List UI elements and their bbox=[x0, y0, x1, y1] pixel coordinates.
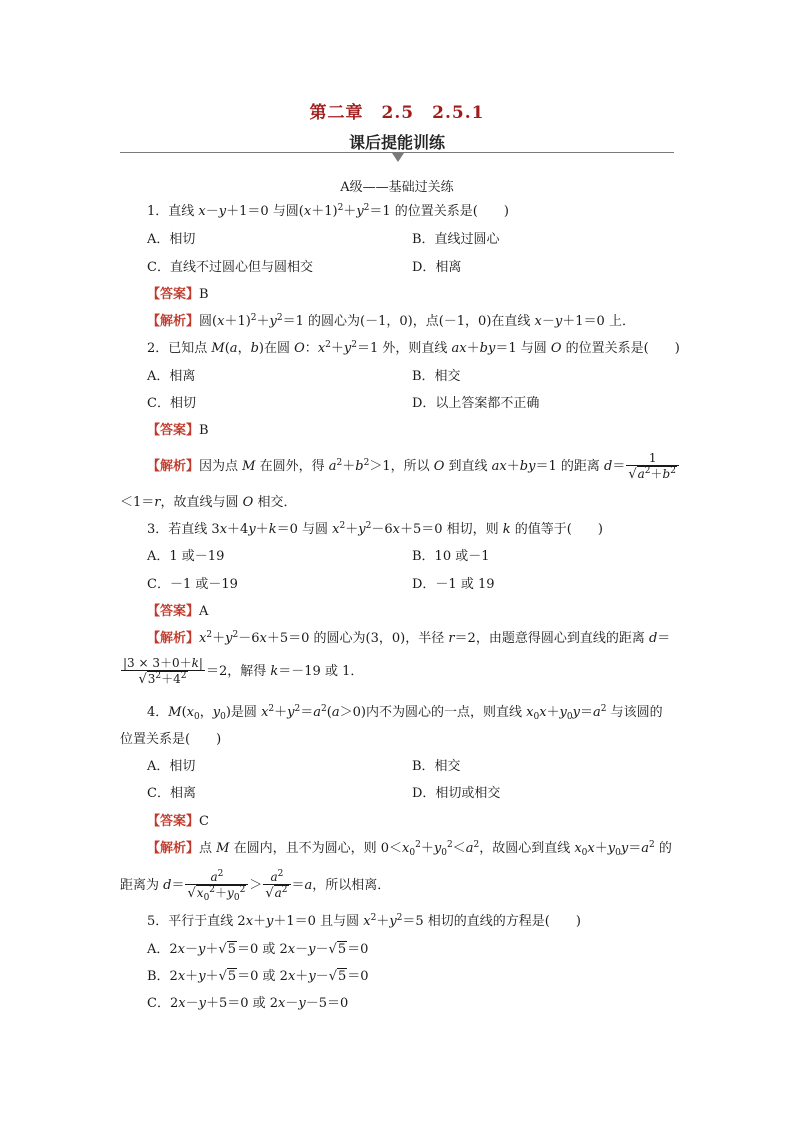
q3-option-d: D．－1 或 19 bbox=[412, 577, 495, 592]
q3-analysis-cont: $\frac{|3 \times 3+0+k|}{√3^2+4^2}$ ＝2，解得 k＝－19 或 1． bbox=[123, 656, 364, 687]
q5-option-c: C．2x－y＋5＝0 或 2x－y－5＝0 bbox=[147, 996, 349, 1011]
question-3: 3．若直线 3x＋4y＋k＝0 与圆 $x^2+y^2-6x+5=0$ 相切，则 k 的值等于( ) bbox=[147, 521, 603, 537]
q2-answer: 【答案】B bbox=[147, 423, 209, 438]
q3-option-c: C．－1 或－19 bbox=[147, 577, 238, 592]
q1-option-c: C．直线不过圆心但与圆相交 bbox=[147, 260, 313, 275]
down-triangle-icon bbox=[392, 153, 404, 162]
q1-option-b: B．直线过圆心 bbox=[412, 232, 500, 247]
q1-option-a: A．相切 bbox=[147, 232, 196, 247]
q2-option-b: B．相交 bbox=[412, 369, 461, 384]
comparison-fraction: $\frac{a^2}{√a^2}$ bbox=[263, 870, 290, 901]
q2-option-d: D．以上答案都不正确 bbox=[412, 396, 540, 411]
level-heading: A级——基础过关练 bbox=[340, 180, 454, 195]
q4-option-a: A．相切 bbox=[147, 759, 196, 774]
q2-analysis: 【解析】因为点 M 在圆外，得 $a^2+b^2>1$，所以 O 到直线 ax＋by＝1 的距离 d＝ $\frac{1}{√a^2+b^2}$ bbox=[147, 451, 680, 482]
q2-option-a: A．相离 bbox=[147, 369, 196, 384]
distance-fraction: $\frac{1}{√a^2+b^2}$ bbox=[626, 451, 679, 482]
question-1: 1．直线 x－y＋1＝0 与圆$(x+1)^2+y^2=1$ 的位置关系是( ) bbox=[147, 203, 509, 219]
q1-option-d: D．相离 bbox=[412, 260, 462, 275]
question-5: 5．平行于直线 2x＋y＋1＝0 且与圆 $x^2+y^2=5$ 相切的直线的方程是( ) bbox=[147, 913, 581, 929]
distance-fraction: $\frac{|3 \times 3+0+k|}{√3^2+4^2}$ bbox=[123, 656, 203, 687]
q1-answer: 【答案】B bbox=[147, 287, 209, 302]
q4-answer: 【答案】C bbox=[147, 814, 209, 829]
q4-option-b: B．相交 bbox=[412, 759, 461, 774]
section-subtitle: 课后提能训练 bbox=[348, 133, 445, 152]
distance-fraction: $\frac{a^2}{√x_0^2+y_0^2}$ bbox=[185, 870, 248, 901]
q4-option-d: D．相切或相交 bbox=[412, 786, 501, 801]
q3-option-b: B．10 或－1 bbox=[412, 549, 490, 564]
q3-option-a: A．1 或－19 bbox=[147, 549, 225, 564]
chapter-title: 第二章 2.5 2.5.1 bbox=[309, 103, 485, 123]
q5-option-b: B．2x＋y＋√5＝0 或 2x＋y－√5＝0 bbox=[147, 969, 369, 984]
q4-option-c: C．相离 bbox=[147, 786, 196, 801]
q1-analysis: 【解析】圆$(x+1)^2+y^2=1$ 的圆心为(－1，0)，点(－1，0)在直线 x－y＋1＝0 上． bbox=[147, 313, 635, 329]
q5-option-a: A．2x－y＋√5＝0 或 2x－y－√5＝0 bbox=[147, 942, 369, 957]
q3-answer: 【答案】A bbox=[147, 604, 209, 619]
question-4-cont: 位置关系是( ) bbox=[120, 732, 222, 747]
question-4: 4．$M(x_0$，$y_0$)是圆 $x^2+y^2=a^2(a>0)$内不为圆心的一点，则直线 $x_0x+y_0y=a^2$ 与该圆的 bbox=[147, 704, 663, 722]
question-2: 2．已知点 M(a，b)在圆 O：$x^2+y^2=1$ 外，则直线 ax＋by＝1 与圆 O 的位置关系是( ) bbox=[147, 340, 680, 356]
q2-option-c: C．相切 bbox=[147, 396, 196, 411]
q4-analysis-cont: 距离为 d＝ $\frac{a^2}{√x_0^2+y_0^2}$ ＞ $\frac{a^2}{√a^2}$ ＝a，所以相离． bbox=[120, 869, 391, 903]
q4-analysis: 【解析】点 M 在圆内，且不为圆心，则 $0<x_0^2+y_0^2<a^2$，故圆心到直线 $x_0x+y_0y=a^2$ 的 bbox=[147, 840, 672, 858]
q3-analysis: 【解析】$x^2+y^2-6x+5=0$ 的圆心为(3，0)，半径 r＝2，由题意得圆心到直线的距离 d＝ bbox=[147, 630, 671, 646]
q2-analysis-cont: ＜1＝r，故直线与圆 O 相交． bbox=[120, 495, 297, 510]
